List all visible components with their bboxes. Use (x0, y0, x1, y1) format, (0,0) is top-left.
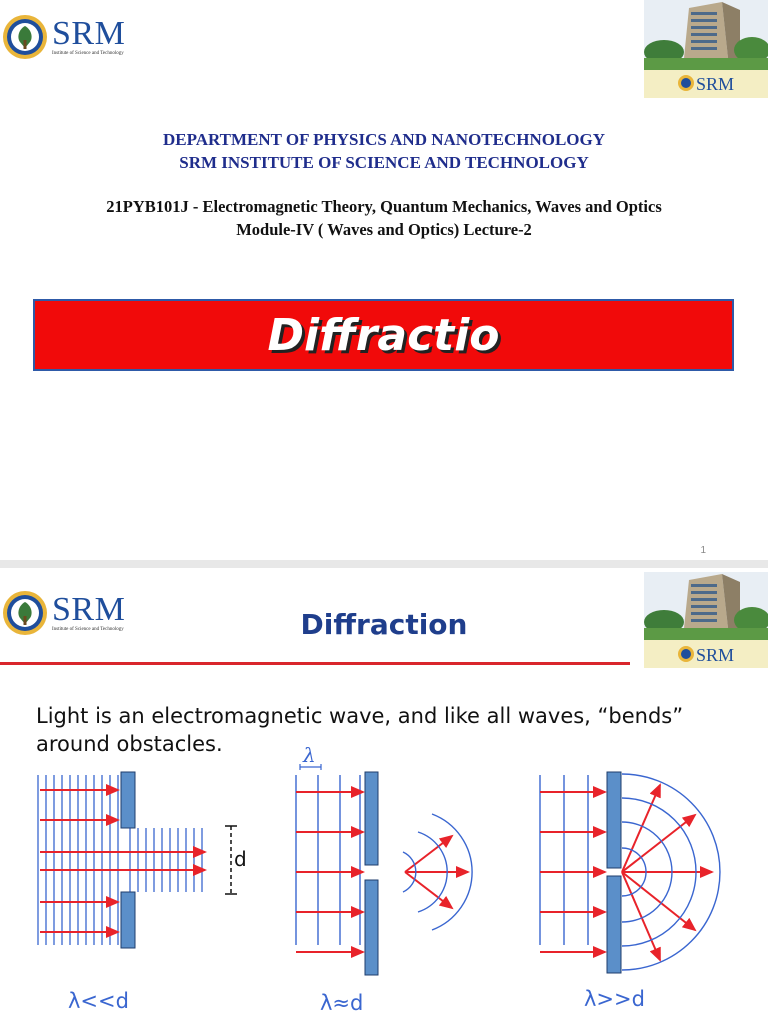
campus-building-image (644, 0, 768, 98)
srm-logo (2, 14, 125, 60)
course-line-2: Module-IV ( Waves and Optics) Lecture-2 (236, 220, 532, 239)
lambda-label: λ (303, 743, 316, 767)
logo-subtitle: Institute of Science and Technology (52, 627, 124, 632)
case-label-small: λ<<d (68, 989, 129, 1013)
banner-title: Diffractio (267, 309, 500, 361)
case-large-wavelength (540, 772, 720, 1011)
logo-brand: SRM (52, 591, 126, 628)
body-text: Light is an electromagnetic wave, and like all waves, “bends” around obstacles. (36, 704, 684, 756)
campus-logo-text: SRM (696, 645, 735, 665)
logo-brand: SRM (52, 15, 126, 52)
case-label-equal: λ≈d (320, 991, 364, 1015)
page-number: 1 (700, 545, 706, 556)
campus-logo-text: SRM (696, 74, 735, 94)
logo-subtitle: Institute of Science and Technology (52, 51, 124, 56)
case-equal-wavelength (296, 743, 472, 1015)
department-line-2: SRM INSTITUTE OF SCIENCE AND TECHNOLOGY (179, 153, 589, 172)
content-slide (0, 568, 768, 1024)
case-label-large: λ>>d (584, 987, 645, 1011)
srm-seal-icon (2, 14, 48, 60)
diffraction-diagram (0, 740, 768, 1024)
title-underline (0, 662, 630, 665)
slide-separator (0, 560, 768, 568)
case-small-wavelength (38, 772, 247, 1013)
department-line-1: DEPARTMENT OF PHYSICS AND NANOTECHNOLOGY (162, 130, 606, 149)
course-line-1: 21PYB101J - Electromagnetic Theory, Quantum Mechanics, Waves and Optics (106, 197, 662, 216)
d-label: d (234, 847, 247, 871)
slide-title: Diffraction (300, 608, 468, 641)
title-banner (33, 299, 734, 371)
